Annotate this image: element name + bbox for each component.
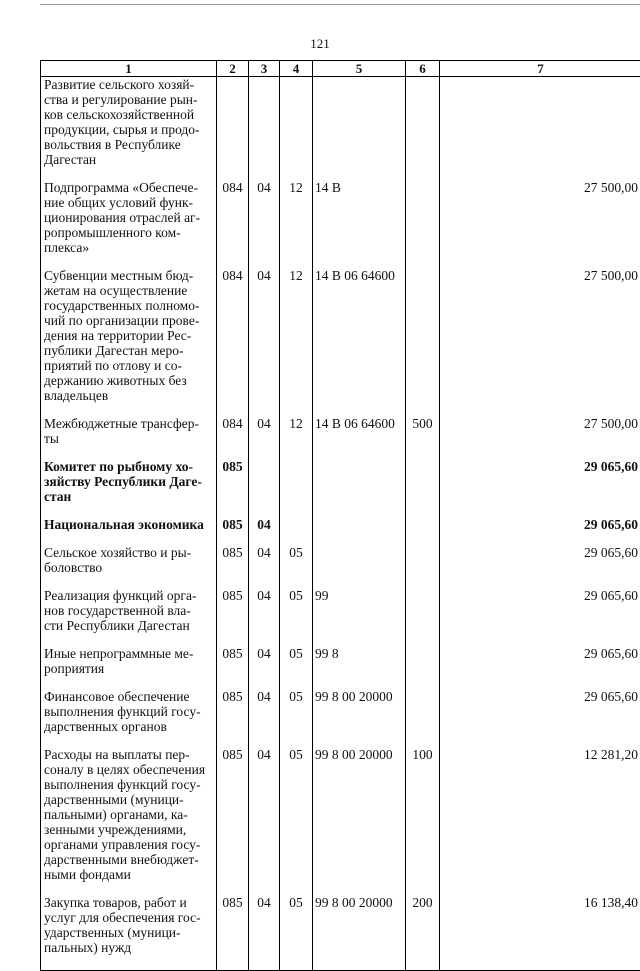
row-gr-code: 084: [217, 268, 249, 416]
row-sum: 12 281,20: [440, 747, 640, 895]
row-sum: 29 065,60: [440, 646, 640, 689]
row-pr-code: [280, 77, 313, 181]
row-name: Субвенции местным бюд- жетам на осуществление государственных полномо- чий по организации прове- дения на территории Рес- публики Дагестан меро- приятий по отлову и со- держанию животных без владельцев: [41, 268, 217, 416]
table-row: [41, 459, 640, 517]
table-row: [41, 268, 640, 416]
row-vr-code: 500: [406, 416, 440, 459]
table-row: [41, 689, 640, 747]
row-gr-code: 084: [217, 416, 249, 459]
row-vr-code: [406, 545, 440, 588]
row-csr-code: 99 8 00 20000: [313, 747, 406, 895]
row-pr-code: 05: [280, 895, 313, 971]
row-name: Межбюджетные трансфер- ты: [41, 416, 217, 459]
row-sum: 29 065,60: [440, 689, 640, 747]
table-row: [41, 416, 640, 459]
row-sum: 29 065,60: [440, 517, 640, 545]
row-name: Закупка товаров, работ и услуг для обеспечения гос- ударственных (муници- пальных) нужд: [41, 895, 217, 971]
row-pr-code: [280, 517, 313, 545]
row-gr-code: 084: [217, 180, 249, 268]
row-gr-code: 085: [217, 459, 249, 517]
row-name: Расходы на выплаты пер- соналу в целях обеспечения выполнения функций госу- дарственными (муници- пальными) органами, ка- зенными учреждениями, органами управления госу- дарственными внебюджет- ными фондами: [41, 747, 217, 895]
top-rule: [40, 4, 640, 5]
table-row: [41, 895, 640, 971]
row-csr-code: 99 8: [313, 646, 406, 689]
table-row: [41, 588, 640, 646]
row-sum: 29 065,60: [440, 545, 640, 588]
table-row: [41, 180, 640, 268]
row-vr-code: [406, 77, 440, 181]
row-gr-code: 085: [217, 646, 249, 689]
row-vr-code: [406, 689, 440, 747]
row-pr-code: 05: [280, 689, 313, 747]
row-gr-code: 085: [217, 747, 249, 895]
table-row: [41, 77, 640, 181]
row-vr-code: 200: [406, 895, 440, 971]
table-row: [41, 517, 640, 545]
row-gr-code: 085: [217, 545, 249, 588]
row-vr-code: [406, 646, 440, 689]
row-pr-code: [280, 459, 313, 517]
row-rz-code: 04: [249, 646, 280, 689]
row-csr-code: [313, 545, 406, 588]
row-sum: 29 065,60: [440, 588, 640, 646]
header-col-7: 7: [440, 61, 640, 77]
row-sum: [440, 77, 640, 181]
row-csr-code: 14 В: [313, 180, 406, 268]
row-gr-code: 085: [217, 517, 249, 545]
row-pr-code: 12: [280, 180, 313, 268]
row-pr-code: 12: [280, 416, 313, 459]
row-csr-code: [313, 517, 406, 545]
page-number: 121: [0, 36, 640, 52]
row-csr-code: 99: [313, 588, 406, 646]
row-gr-code: 085: [217, 895, 249, 971]
row-name: Финансовое обеспечение выполнения функций госу- дарственных органов: [41, 689, 217, 747]
row-rz-code: 04: [249, 689, 280, 747]
row-vr-code: [406, 180, 440, 268]
row-name: Сельское хозяйство и ры- боловство: [41, 545, 217, 588]
row-name: Комитет по рыбному хо- зяйству Республики Даге- стан: [41, 459, 217, 517]
header-col-4: 4: [280, 61, 313, 77]
row-sum: 29 065,60: [440, 459, 640, 517]
header-col-2: 2: [217, 61, 249, 77]
row-vr-code: [406, 517, 440, 545]
row-vr-code: [406, 588, 440, 646]
row-pr-code: 05: [280, 588, 313, 646]
row-csr-code: [313, 459, 406, 517]
table-body: [41, 77, 640, 971]
row-rz-code: 04: [249, 517, 280, 545]
row-rz-code: 04: [249, 895, 280, 971]
row-sum: 27 500,00: [440, 180, 640, 268]
row-gr-code: 085: [217, 588, 249, 646]
row-pr-code: 12: [280, 268, 313, 416]
row-name: Развитие сельского хозяй- ства и регулирование рын- ков сельскохозяйственной продукции, сырья и продо- вольствия в Республике Дагестан: [41, 77, 217, 181]
row-name: Иные непрограммные ме- роприятия: [41, 646, 217, 689]
table-row: [41, 646, 640, 689]
row-csr-code: 14 В 06 64600: [313, 416, 406, 459]
row-sum: 16 138,40: [440, 895, 640, 971]
row-name: Реализация функций орга- нов государственной вла- сти Республики Дагестан: [41, 588, 217, 646]
row-vr-code: [406, 268, 440, 416]
header-col-1: 1: [41, 61, 217, 77]
row-rz-code: 04: [249, 180, 280, 268]
row-rz-code: [249, 459, 280, 517]
row-rz-code: 04: [249, 545, 280, 588]
row-gr-code: 085: [217, 689, 249, 747]
row-sum: 27 500,00: [440, 416, 640, 459]
row-gr-code: [217, 77, 249, 181]
row-rz-code: 04: [249, 268, 280, 416]
row-csr-code: 99 8 00 20000: [313, 895, 406, 971]
row-name: Национальная экономика: [41, 517, 217, 545]
header-col-6: 6: [406, 61, 440, 77]
row-rz-code: 04: [249, 588, 280, 646]
row-vr-code: 100: [406, 747, 440, 895]
header-row: [41, 61, 640, 77]
row-pr-code: 05: [280, 646, 313, 689]
row-pr-code: 05: [280, 545, 313, 588]
row-rz-code: [249, 77, 280, 181]
row-name: Подпрограмма «Обеспече- ние общих условий функ- ционирования отраслей аг- ропромышленного ком- плекса»: [41, 180, 217, 268]
row-csr-code: 99 8 00 20000: [313, 689, 406, 747]
header-col-3: 3: [249, 61, 280, 77]
row-csr-code: 14 В 06 64600: [313, 268, 406, 416]
row-rz-code: 04: [249, 416, 280, 459]
row-csr-code: [313, 77, 406, 181]
row-vr-code: [406, 459, 440, 517]
row-rz-code: 04: [249, 747, 280, 895]
header-col-5: 5: [313, 61, 406, 77]
budget-table: [40, 60, 640, 971]
table-row: [41, 545, 640, 588]
row-pr-code: 05: [280, 747, 313, 895]
row-sum: 27 500,00: [440, 268, 640, 416]
table-row: [41, 747, 640, 895]
